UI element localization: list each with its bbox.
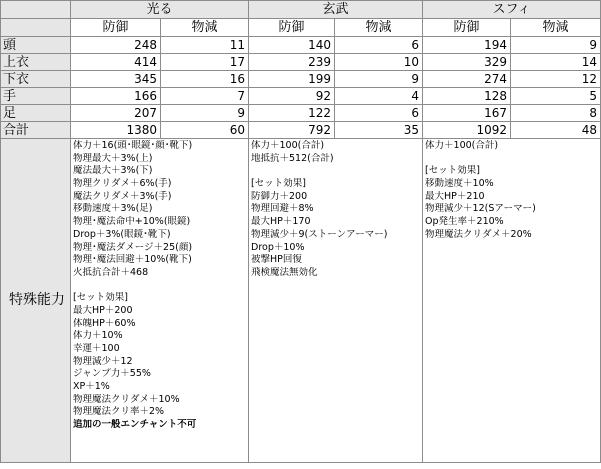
ability-line: 物理減少＋12(Sアーマー) [425,203,536,215]
value-cell[interactable]: 9 [161,105,249,122]
value-cell[interactable]: 92 [249,88,335,105]
ability-line: 幸運＋100 [73,343,120,354]
corner-cell[interactable] [1,1,71,19]
special-abilities-label[interactable]: 特殊能力 [1,139,71,463]
subheader-reduction[interactable]: 物減 [335,19,423,37]
value-cell[interactable]: 60 [161,122,249,139]
row-label[interactable]: 頭 [1,37,71,54]
ability-line: 物理魔法クリ率＋2% [73,406,165,418]
value-cell[interactable]: 7 [161,88,249,105]
ability-line: 魔法最大＋3%(下) [73,165,153,177]
value-cell[interactable]: 6 [335,37,423,54]
set-name-genbu[interactable]: 玄武 [249,1,423,19]
value-cell[interactable]: 5 [511,88,601,105]
table-row [1,37,601,54]
value-cell[interactable]: 239 [249,54,335,71]
table-row [1,71,601,88]
ability-line: XP＋1% [73,381,110,393]
value-cell[interactable]: 9 [335,71,423,88]
subheader-defense[interactable]: 防御 [71,19,161,37]
ability-line: 体力＋10% [73,330,123,342]
special-abilities-sufi[interactable] [423,139,601,463]
ability-line: 最大HP＋210 [425,190,485,202]
ability-line: 体魄HP＋60% [73,317,136,329]
ability-line: 物理減少＋9(ストーンアーマー) [251,228,388,240]
ability-line: 移動速度＋10% [425,178,494,190]
ability-line: 物理クリダメ＋6%(手) [73,178,172,190]
ability-line: 体力＋100(合計) [425,140,499,151]
ability-line: 飛検魔法無効化 [251,266,318,278]
value-cell[interactable]: 4 [335,88,423,105]
ability-line: 移動速度＋3%(足) [73,203,153,215]
special-abilities-row [1,139,601,463]
ability-line: 地抵抗＋512(合計) [251,152,334,164]
corner-cell-2[interactable] [1,19,71,37]
value-cell[interactable]: 12 [511,71,601,88]
value-cell[interactable]: 9 [511,37,601,54]
ability-line: [セット効果] [425,165,480,177]
ability-line: 物理回避＋8% [251,203,314,215]
ability-line: 最大HP＋170 [251,216,311,228]
value-cell[interactable]: 128 [423,88,511,105]
set-name-sufi[interactable]: スフィ [423,1,601,19]
value-cell[interactable]: 207 [71,105,161,122]
ability-line: 体力＋100(合計) [251,140,325,151]
row-label[interactable]: 合計 [1,122,71,139]
row-label[interactable]: 足 [1,105,71,122]
ability-line: 被撃HP回復 [251,254,302,266]
value-cell[interactable]: 140 [249,37,335,54]
table-row [1,105,601,122]
ability-line: Drop＋3%(眼鏡･靴下) [73,228,171,240]
ability-line: 物理魔法クリダメ＋10% [73,393,180,405]
ability-line: Op発生率＋210% [425,216,504,228]
value-cell[interactable]: 35 [335,122,423,139]
value-cell[interactable]: 792 [249,122,335,139]
ability-line: 体力＋16(頭･眼鏡･顔･靴下) [73,140,193,151]
set-name-hikaru[interactable]: 光る [71,1,249,19]
row-label[interactable]: 下衣 [1,71,71,88]
value-cell[interactable]: 345 [71,71,161,88]
value-cell[interactable]: 17 [161,54,249,71]
ability-line: 火抵抗合計＋468 [73,266,149,278]
ability-line: 最大HP＋200 [73,304,133,316]
value-cell[interactable]: 48 [511,122,601,139]
ability-line: 魔法クリダメ＋3%(手) [73,190,172,202]
value-cell[interactable]: 14 [511,54,601,71]
subheader-defense[interactable]: 防御 [423,19,511,37]
ability-line: 防御力＋200 [251,190,308,202]
ability-line: [セット効果] [251,178,306,190]
ability-line: [セット効果] [73,292,128,304]
ability-line: 物理最大＋3%(上) [73,152,153,164]
row-label[interactable]: 上衣 [1,54,71,71]
ability-line: 物理減少＋12 [73,355,133,367]
table-row [1,88,601,105]
value-cell[interactable]: 8 [511,105,601,122]
row-label[interactable]: 手 [1,88,71,105]
subheader-reduction[interactable]: 物減 [161,19,249,37]
value-cell[interactable]: 1092 [423,122,511,139]
value-cell[interactable]: 329 [423,54,511,71]
value-cell[interactable]: 414 [71,54,161,71]
value-cell[interactable]: 248 [71,37,161,54]
ability-line [73,280,248,293]
value-cell[interactable]: 1380 [71,122,161,139]
ability-line: 物理魔法クリダメ＋20% [425,228,532,240]
ability-line [251,165,422,178]
subheader-defense[interactable]: 防御 [249,19,335,37]
value-cell[interactable]: 167 [423,105,511,122]
value-cell[interactable]: 11 [161,37,249,54]
value-cell[interactable]: 274 [423,71,511,88]
ability-line: Drop＋10% [251,241,305,253]
value-cell[interactable]: 122 [249,105,335,122]
table-row-total [1,122,601,139]
ability-line: 物理･魔法ダメージ＋25(顔) [73,241,193,253]
ability-line: 物理･魔法命中+10%(眼鏡) [73,216,191,228]
ability-line: ジャンプ力＋55% [73,368,151,380]
value-cell[interactable]: 166 [71,88,161,105]
table-row [1,54,601,71]
value-cell[interactable]: 10 [335,54,423,71]
special-abilities-genbu[interactable] [249,139,423,463]
subheader-reduction[interactable]: 物減 [511,19,601,37]
value-cell[interactable]: 199 [249,71,335,88]
ability-line [425,153,600,166]
value-cell[interactable]: 6 [335,105,423,122]
value-cell[interactable]: 16 [161,71,249,88]
value-cell[interactable]: 194 [423,37,511,54]
special-abilities-hikaru[interactable] [71,139,249,463]
ability-line: 追加の一般エンチャント不可 [73,419,197,431]
ability-line: 物理･魔法回避＋10%(靴下) [73,254,192,266]
